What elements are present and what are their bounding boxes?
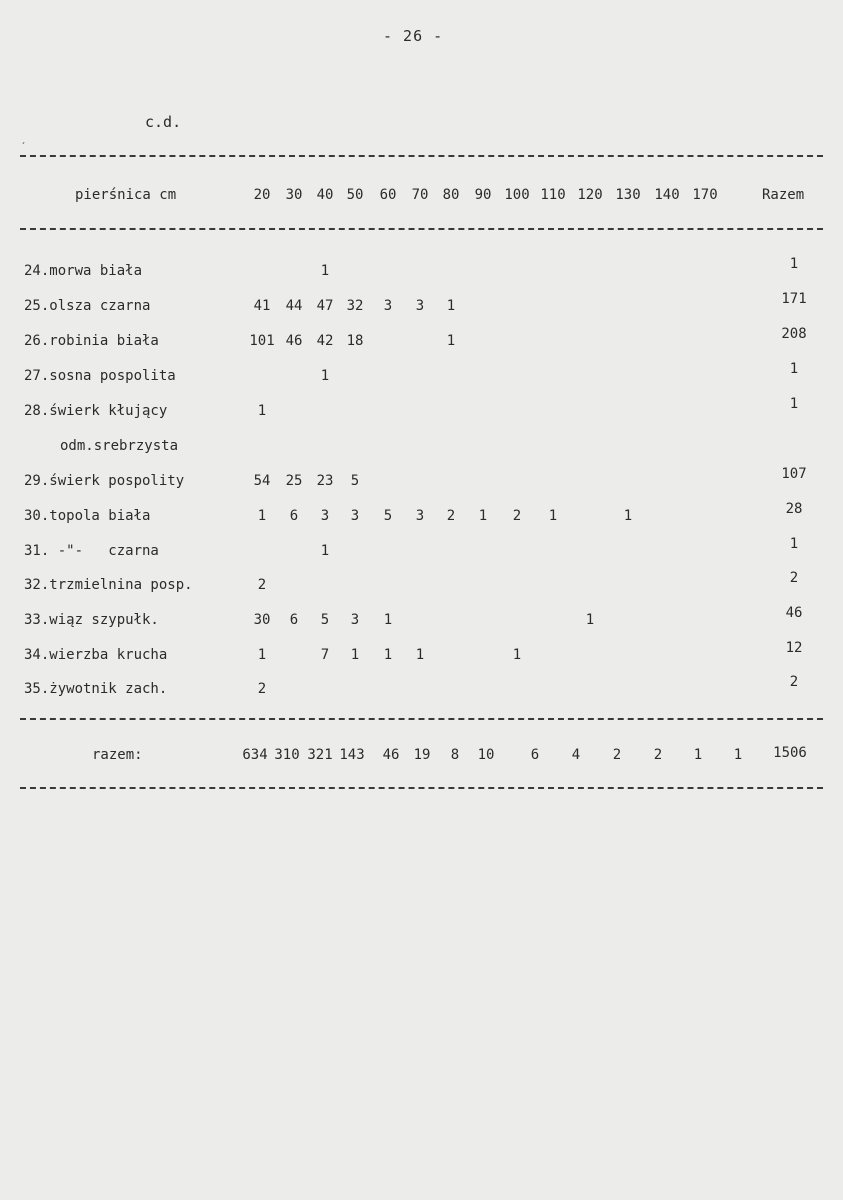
cell-value: 54 xyxy=(253,473,271,489)
header-total-label: Razem xyxy=(762,187,805,203)
cell-value: 1 xyxy=(320,263,330,279)
row-total: 28 xyxy=(785,501,803,517)
row-name: 32.trzmielnina posp. xyxy=(24,577,193,593)
header-col-80: 80 xyxy=(442,187,460,203)
row-total: 46 xyxy=(785,605,803,621)
cell-value: 6 xyxy=(289,612,299,628)
row-total: 1 xyxy=(789,396,799,412)
cell-value: 7 xyxy=(320,647,330,663)
cell-value: 1 xyxy=(446,298,456,314)
cell-value: 1 xyxy=(257,508,267,524)
row-name: 29.świerk pospolity xyxy=(24,473,185,489)
row-total: 107 xyxy=(781,466,807,482)
row-name: 33.wiąz szypułk. xyxy=(24,612,159,628)
row-name: 34.wierzba krucha xyxy=(24,647,168,663)
cell-value: 3 xyxy=(320,508,330,524)
header-col-60: 60 xyxy=(379,187,397,203)
cell-value: 2 xyxy=(257,681,267,697)
header-col-70: 70 xyxy=(411,187,429,203)
row-total: 171 xyxy=(781,291,807,307)
totals-top-rule xyxy=(20,718,823,720)
cell-value: 1 xyxy=(623,508,633,524)
cell-value: 32 xyxy=(346,298,364,314)
cell-value: 47 xyxy=(316,298,334,314)
header-col-130: 130 xyxy=(615,187,641,203)
cell-value: 1 xyxy=(585,612,595,628)
page-number: - 26 - xyxy=(383,27,444,45)
cell-value: 1 xyxy=(320,368,330,384)
header-label: pierśnica cm xyxy=(75,187,177,203)
bottom-rule xyxy=(20,787,823,789)
row-name: 26.robinia biała xyxy=(24,333,159,349)
row-name: 25.olsza czarna xyxy=(24,298,151,314)
cell-value: 46 xyxy=(285,333,303,349)
total-col-value: 10 xyxy=(477,747,495,763)
row-name: 27.sosna pospolita xyxy=(24,368,176,384)
cell-value: 1 xyxy=(257,647,267,663)
cell-value: 1 xyxy=(415,647,425,663)
cell-value: 1 xyxy=(320,543,330,559)
total-col-value: 321 xyxy=(307,747,333,763)
header-col-100: 100 xyxy=(504,187,530,203)
header-col-30: 30 xyxy=(285,187,303,203)
header-col-90: 90 xyxy=(474,187,492,203)
cell-value: 1 xyxy=(257,403,267,419)
total-col-value: 1 xyxy=(733,747,743,763)
header-rule xyxy=(20,228,823,230)
cell-value: 3 xyxy=(415,508,425,524)
cell-value: 5 xyxy=(320,612,330,628)
cell-value: 1 xyxy=(383,647,393,663)
total-col-value: 4 xyxy=(571,747,581,763)
cell-value: 1 xyxy=(548,508,558,524)
continuation-mark: c.d. xyxy=(145,113,182,131)
row-total: 1 xyxy=(789,361,799,377)
cell-value: 25 xyxy=(285,473,303,489)
cell-value: 2 xyxy=(257,577,267,593)
cell-value: 5 xyxy=(350,473,360,489)
cell-value: 3 xyxy=(415,298,425,314)
cell-value: 3 xyxy=(350,612,360,628)
row-name: 30.topola biała xyxy=(24,508,151,524)
header-col-120: 120 xyxy=(577,187,603,203)
total-col-value: 19 xyxy=(413,747,431,763)
total-col-value: 6 xyxy=(530,747,540,763)
row-name: 31. -"- czarna xyxy=(24,543,159,559)
cell-value: 3 xyxy=(350,508,360,524)
total-col-value: 46 xyxy=(382,747,400,763)
header-col-170: 170 xyxy=(692,187,718,203)
total-col-value: 634 xyxy=(242,747,268,763)
cell-value: 18 xyxy=(346,333,364,349)
total-col-value: 8 xyxy=(450,747,460,763)
cell-value: 42 xyxy=(316,333,334,349)
row-name: 28.świerk kłujący xyxy=(24,403,168,419)
total-col-value: 2 xyxy=(653,747,663,763)
header-col-140: 140 xyxy=(654,187,680,203)
header-col-40: 40 xyxy=(316,187,334,203)
row-name: 35.żywotnik zach. xyxy=(24,681,168,697)
cell-value: 41 xyxy=(253,298,271,314)
top-rule xyxy=(20,155,823,157)
cell-value: 6 xyxy=(289,508,299,524)
header-col-50: 50 xyxy=(346,187,364,203)
cell-value: 1 xyxy=(383,612,393,628)
cell-value: 5 xyxy=(383,508,393,524)
cell-value: 2 xyxy=(512,508,522,524)
cell-value: 1 xyxy=(478,508,488,524)
row-total: 208 xyxy=(781,326,807,342)
row-total: 2 xyxy=(789,570,799,586)
total-col-value: 2 xyxy=(612,747,622,763)
cell-value: 1 xyxy=(446,333,456,349)
cell-value: 3 xyxy=(383,298,393,314)
cell-value: 1 xyxy=(350,647,360,663)
total-col-value: 1 xyxy=(693,747,703,763)
row-total: 1 xyxy=(789,536,799,552)
cell-value: 23 xyxy=(316,473,334,489)
cell-value: 44 xyxy=(285,298,303,314)
total-col-value: 143 xyxy=(339,747,365,763)
row-total: 2 xyxy=(789,674,799,690)
row-total: 12 xyxy=(785,640,803,656)
cell-value: 2 xyxy=(446,508,456,524)
grand-total: 1506 xyxy=(773,745,807,761)
header-col-110: 110 xyxy=(540,187,566,203)
row-name: 24.morwa biała xyxy=(24,263,143,279)
row-subname: odm.srebrzysta xyxy=(60,438,179,454)
margin-mark: ˊ xyxy=(20,140,28,154)
totals-label: razem: xyxy=(92,747,143,763)
header-col-20: 20 xyxy=(253,187,271,203)
cell-value: 30 xyxy=(253,612,271,628)
cell-value: 101 xyxy=(249,333,275,349)
row-total: 1 xyxy=(789,256,799,272)
cell-value: 1 xyxy=(512,647,522,663)
total-col-value: 310 xyxy=(274,747,300,763)
